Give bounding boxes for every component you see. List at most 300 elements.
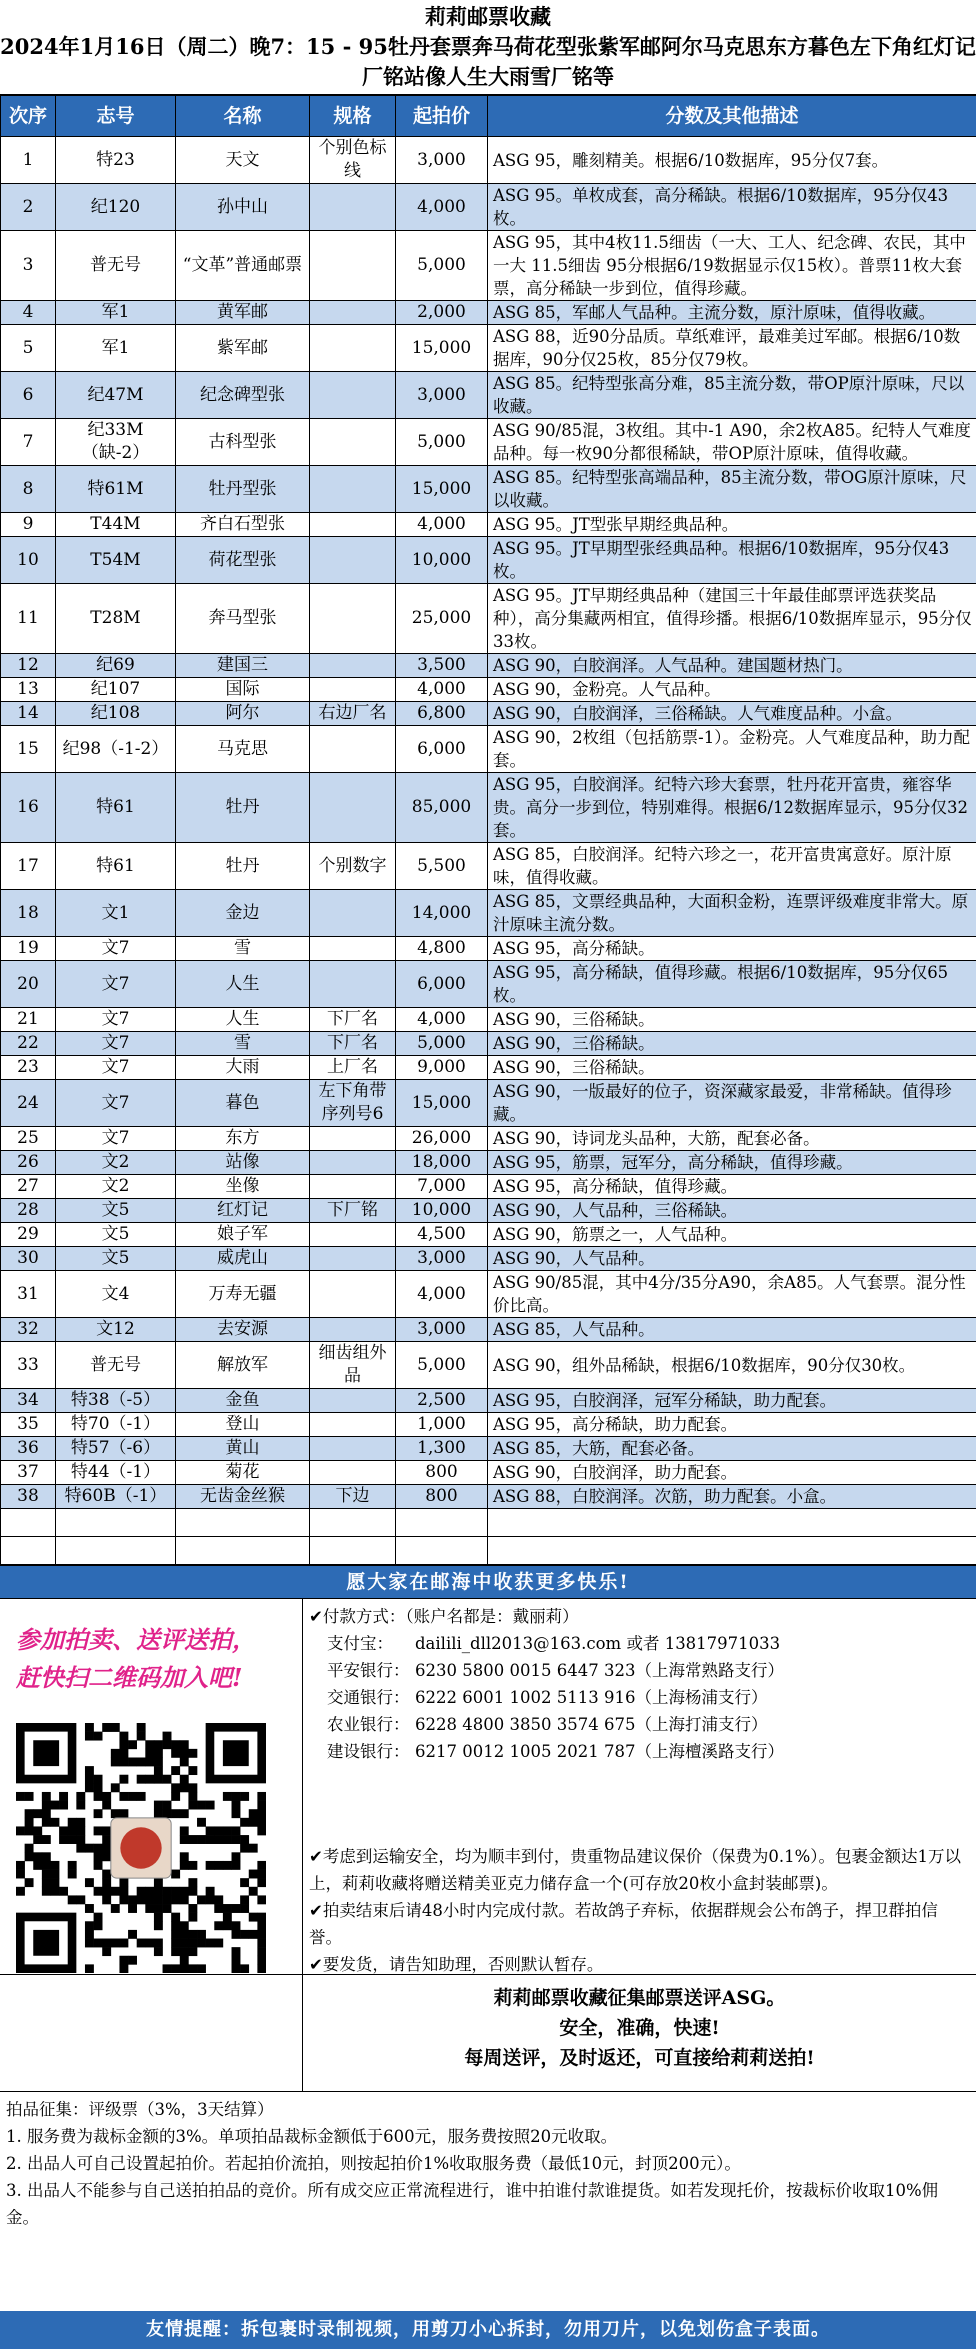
cell-desc: ASG 95，其中4枚11.5细齿（一大、工人、纪念碑、农民，其中一大 11.5细齿 95分根据6/19数据显示仅15枚）。普票11枚大套票，高分稀缺一步到位，值得珍藏。: [488, 231, 976, 301]
slogan-box: [303, 1975, 976, 2092]
cell-desc: ASG 88，白胶润泽。次筋，助力配套。小盒。: [488, 1485, 976, 1509]
cell-desc: ASG 95。单枚成套，高分稀缺。根据6/10数据库，95分仅43枚。: [488, 184, 976, 231]
cell-code: 普无号: [56, 1342, 176, 1389]
table-row: [1, 1056, 976, 1080]
cell-name: 暮色: [176, 1080, 310, 1127]
cell-spec: [310, 1461, 396, 1485]
cell-name: 雪: [176, 937, 310, 961]
payment-title: ✔付款方式：（账户名都是：戴丽莉）: [309, 1607, 579, 1626]
lots-body: [1, 137, 976, 1565]
table-row: [1, 1199, 976, 1223]
rules-title: 拍品征集：评级票（3%，3天结算）: [6, 2100, 274, 2119]
cell-name: 牡丹型张: [176, 466, 310, 513]
note-shipping: ✔考虑到运输安全，均为顺丰到付，贵重物品建议保价（保费为0.1%）。包裹金额达1万以上，莉莉收藏将赠送精美亚克力储存盒一个(可存放20枚小盒封装邮票)。: [309, 1847, 961, 1893]
cell-code: 文2: [56, 1175, 176, 1199]
cell-spec: [310, 1247, 396, 1271]
table-row: [1, 937, 976, 961]
cell-price: 4,500: [396, 1223, 488, 1247]
payment-row: [309, 1738, 976, 1765]
cell-no: 22: [1, 1032, 56, 1056]
cell-desc: ASG 85。纪特型张高分难，85主流分数，带OP原汁原味，尺以收藏。: [488, 372, 976, 419]
cell-desc: ASG 90，一版最好的位子，资深藏家最爱，非常稀缺。值得珍藏。: [488, 1080, 976, 1127]
cell-no: 36: [1, 1437, 56, 1461]
cell-name: 纪念碑型张: [176, 372, 310, 419]
cell-spec: [310, 1151, 396, 1175]
cell-code: 文5: [56, 1199, 176, 1223]
payment-value: 6222 6001 1002 5113 916（上海杨浦支行）: [415, 1688, 768, 1707]
cell-no: 27: [1, 1175, 56, 1199]
cell-price: 2,500: [396, 1389, 488, 1413]
table-row: [1, 1032, 976, 1056]
cell-spec: [310, 184, 396, 231]
cell-no: 23: [1, 1056, 56, 1080]
table-row: [1, 137, 976, 184]
cell-price: 15,000: [396, 466, 488, 513]
payment-label: 农业银行：: [327, 1715, 410, 1734]
cell-spec: 下厂名: [310, 1008, 396, 1032]
cell-name: 古科型张: [176, 419, 310, 466]
table-row: [1, 890, 976, 937]
cell-desc: ASG 85，人气品种。: [488, 1318, 976, 1342]
cell-code: T44M: [56, 513, 176, 537]
cell-empty: [310, 1509, 396, 1537]
cell-no: 13: [1, 678, 56, 702]
cell-code: 文7: [56, 1080, 176, 1127]
cell-spec: [310, 1223, 396, 1247]
cell-price: 3,500: [396, 654, 488, 678]
cell-spec: [310, 372, 396, 419]
payment-value: 6230 5800 0015 6447 323（上海常熟路支行）: [415, 1661, 784, 1680]
cell-code: 特60B（-1）: [56, 1485, 176, 1509]
cell-no: 1: [1, 137, 56, 184]
slogan-section: [0, 1975, 976, 2092]
cell-code: T54M: [56, 537, 176, 584]
cell-code: 特61: [56, 843, 176, 890]
col-header-code: 志号: [56, 96, 176, 137]
cell-desc: ASG 85，大筋，配套必备。: [488, 1437, 976, 1461]
payment-row: [309, 1684, 976, 1711]
promo-line-2: 赶快扫二维码加入吧!: [16, 1663, 243, 1692]
cell-empty: [396, 1537, 488, 1565]
cell-desc: ASG 85，军邮人气品种。主流分数，原汁原味，值得收藏。: [488, 301, 976, 325]
table-header-row: [1, 96, 976, 137]
cell-code: 特23: [56, 137, 176, 184]
promo-panel: [0, 1599, 303, 1974]
table-row-empty: [1, 1537, 976, 1565]
cell-no: 31: [1, 1271, 56, 1318]
cell-desc: ASG 90，白胶润泽。人气品种。建国题材热门。: [488, 654, 976, 678]
table-row: [1, 184, 976, 231]
lots-table: [0, 95, 976, 1565]
cell-spec: [310, 1175, 396, 1199]
cell-no: 3: [1, 231, 56, 301]
cell-price: 7,000: [396, 1175, 488, 1199]
cell-spec: [310, 1413, 396, 1437]
table-row: [1, 231, 976, 301]
table-row: [1, 1485, 976, 1509]
cell-spec: 下厂名: [310, 1032, 396, 1056]
cell-desc: ASG 95。JT早期经典品种（建国三十年最佳邮票评选获奖品种），高分集藏两相宜，值得珍播。根据6/10数据库显示，95分仅33枚。: [488, 584, 976, 654]
cell-code: T28M: [56, 584, 176, 654]
cell-code: 纪69: [56, 654, 176, 678]
cell-empty: [56, 1537, 176, 1565]
cell-name: 威虎山: [176, 1247, 310, 1271]
cell-code: 纪120: [56, 184, 176, 231]
cell-price: 5,500: [396, 843, 488, 890]
cell-price: 6,000: [396, 961, 488, 1008]
cell-no: 28: [1, 1199, 56, 1223]
cell-spec: 上厂名: [310, 1056, 396, 1080]
cell-price: 4,000: [396, 678, 488, 702]
payment-row: [309, 1657, 976, 1684]
payment-label: 支付宝：: [327, 1634, 393, 1653]
col-header-price: 起拍价: [396, 96, 488, 137]
cell-spec: 左下角带序列号6: [310, 1080, 396, 1127]
cell-no: 25: [1, 1127, 56, 1151]
cell-code: 文4: [56, 1271, 176, 1318]
cell-name: 紫军邮: [176, 325, 310, 372]
cell-spec: [310, 773, 396, 843]
cell-no: 35: [1, 1413, 56, 1437]
cell-name: 无齿金丝猴: [176, 1485, 310, 1509]
cell-spec: [310, 1318, 396, 1342]
table-row: [1, 466, 976, 513]
cell-name: 齐白石型张: [176, 513, 310, 537]
cell-spec: [310, 325, 396, 372]
cell-spec: 下厂铭: [310, 1199, 396, 1223]
cell-desc: ASG 90，金粉亮。人气品种。: [488, 678, 976, 702]
cell-no: 6: [1, 372, 56, 419]
cell-desc: ASG 95，高分稀缺，助力配套。: [488, 1413, 976, 1437]
cell-price: 800: [396, 1485, 488, 1509]
cell-no: 11: [1, 584, 56, 654]
cell-no: 33: [1, 1342, 56, 1389]
cell-desc: ASG 95，高分稀缺，值得珍藏。: [488, 1175, 976, 1199]
cell-code: 文7: [56, 1127, 176, 1151]
cell-desc: ASG 88，近90分品质。草纸难评，最难美过军邮。根据6/10数据库，90分仅25枚，85分仅79枚。: [488, 325, 976, 372]
cell-price: 10,000: [396, 537, 488, 584]
cell-empty: [176, 1537, 310, 1565]
table-row: [1, 584, 976, 654]
col-header-no: 次序: [1, 96, 56, 137]
cell-name: 奔马型张: [176, 584, 310, 654]
slogan-line-3: 每周送评，及时返还，可直接给莉莉送拍!: [464, 2047, 815, 2069]
table-row: [1, 372, 976, 419]
cell-no: 17: [1, 843, 56, 890]
cell-spec: [310, 678, 396, 702]
cell-price: 3,000: [396, 372, 488, 419]
cell-desc: ASG 95，高分稀缺。: [488, 937, 976, 961]
rule-1: 1. 服务费为裁标金额的3%。单项拍品裁标金额低于600元，服务费按照20元收取。: [6, 2127, 618, 2146]
payment-value: dailili_dll2013@163.com 或者 13817971033: [415, 1634, 781, 1653]
cell-price: 18,000: [396, 1151, 488, 1175]
table-row: [1, 678, 976, 702]
table-row: [1, 1342, 976, 1389]
cell-price: 4,000: [396, 1008, 488, 1032]
cell-name: 牡丹: [176, 843, 310, 890]
cell-no: 30: [1, 1247, 56, 1271]
cell-no: 12: [1, 654, 56, 678]
cell-code: 纪108: [56, 702, 176, 726]
cell-price: 1,300: [396, 1437, 488, 1461]
cell-code: 军1: [56, 325, 176, 372]
cell-code: 纪107: [56, 678, 176, 702]
cell-price: 2,000: [396, 301, 488, 325]
cell-price: 4,000: [396, 184, 488, 231]
cell-desc: ASG 90，诗词龙头品种，大筋，配套必备。: [488, 1127, 976, 1151]
table-row: [1, 1271, 976, 1318]
cell-no: 21: [1, 1008, 56, 1032]
wish-banner: 愿大家在邮海中收获更多快乐!: [0, 1565, 976, 1599]
cell-name: 解放军: [176, 1342, 310, 1389]
cell-spec: [310, 231, 396, 301]
cell-no: 32: [1, 1318, 56, 1342]
cell-no: 19: [1, 937, 56, 961]
promo-text: [0, 1599, 302, 1697]
cell-desc: ASG 90，人气品种，三俗稀缺。: [488, 1199, 976, 1223]
footer-reminder: 友情提醒：拆包裹时录制视频，用剪刀小心拆封，勿用刀片，以免划伤盒子表面。: [0, 2311, 976, 2349]
cell-name: 马克思: [176, 726, 310, 773]
cell-no: 14: [1, 702, 56, 726]
cell-spec: [310, 466, 396, 513]
cell-name: 红灯记: [176, 1199, 310, 1223]
payment-label: 平安银行：: [327, 1661, 410, 1680]
cell-name: 坐像: [176, 1175, 310, 1199]
table-row: [1, 1175, 976, 1199]
cell-price: 4,000: [396, 513, 488, 537]
cell-code: 文7: [56, 1056, 176, 1080]
cell-spec: 细齿组外品: [310, 1342, 396, 1389]
cell-spec: [310, 1437, 396, 1461]
payment-label: 建设银行：: [327, 1742, 410, 1761]
cell-price: 6,800: [396, 702, 488, 726]
cell-desc: ASG 90/85混，3枚组。其中-1 A90，余2枚A85。纪特人气难度品种。每一枚90分都很稀缺，带OP原汁原味，值得收藏。: [488, 419, 976, 466]
cell-price: 3,000: [396, 1247, 488, 1271]
cell-name: 荷花型张: [176, 537, 310, 584]
cell-desc: ASG 90/85混，其中4分/35分A90，余A85。人气套票。混分性价比高。: [488, 1271, 976, 1318]
cell-spec: [310, 584, 396, 654]
note-delivery: ✔要发货，请告知助理，否则默认暂存。: [309, 1955, 604, 1974]
table-row: [1, 1080, 976, 1127]
cell-no: 18: [1, 890, 56, 937]
cell-price: 6,000: [396, 726, 488, 773]
cell-name: 雪: [176, 1032, 310, 1056]
table-row-empty: [1, 1509, 976, 1537]
cell-desc: ASG 95，白胶润泽，冠军分稀缺，助力配套。: [488, 1389, 976, 1413]
cell-price: 10,000: [396, 1199, 488, 1223]
cell-empty: [176, 1509, 310, 1537]
cell-no: 9: [1, 513, 56, 537]
cell-price: 4,000: [396, 1271, 488, 1318]
cell-no: 24: [1, 1080, 56, 1127]
cell-no: 2: [1, 184, 56, 231]
table-row: [1, 1461, 976, 1485]
cell-spec: [310, 537, 396, 584]
col-header-spec: 规格: [310, 96, 396, 137]
cell-desc: ASG 95，筋票，冠军分，高分稀缺，值得珍藏。: [488, 1151, 976, 1175]
cell-code: 文12: [56, 1318, 176, 1342]
cell-price: 9,000: [396, 1056, 488, 1080]
cell-spec: [310, 419, 396, 466]
cell-spec: 右边厂名: [310, 702, 396, 726]
cell-no: 7: [1, 419, 56, 466]
cell-spec: [310, 890, 396, 937]
table-row: [1, 537, 976, 584]
cell-desc: ASG 95。JT型张早期经典品种。: [488, 513, 976, 537]
cell-no: 8: [1, 466, 56, 513]
cell-code: 文2: [56, 1151, 176, 1175]
cell-spec: 个别色标线: [310, 137, 396, 184]
cell-price: 3,000: [396, 1318, 488, 1342]
cell-name: 登山: [176, 1413, 310, 1437]
cell-no: 16: [1, 773, 56, 843]
table-row: [1, 654, 976, 678]
cell-no: 10: [1, 537, 56, 584]
cell-price: 800: [396, 1461, 488, 1485]
slogan-line-2: 安全，准确，快速!: [559, 2017, 720, 2039]
cell-empty: [310, 1537, 396, 1565]
payment-row: [309, 1711, 976, 1738]
cell-code: 特61: [56, 773, 176, 843]
table-row: [1, 513, 976, 537]
cell-name: 建国三: [176, 654, 310, 678]
table-row: [1, 301, 976, 325]
cell-no: 37: [1, 1461, 56, 1485]
cell-no: 5: [1, 325, 56, 372]
table-row: [1, 419, 976, 466]
payment-value: 6228 4800 3850 3574 675（上海打浦支行）: [415, 1715, 768, 1734]
cell-name: 孙中山: [176, 184, 310, 231]
cell-name: “文革”普通邮票: [176, 231, 310, 301]
cell-code: 文7: [56, 1032, 176, 1056]
slogan-line-1: 莉莉邮票收藏征集邮票送评ASG。: [493, 1987, 786, 2009]
payment-row: [309, 1630, 976, 1657]
cell-empty: [1, 1537, 56, 1565]
cell-name: 阿尔: [176, 702, 310, 726]
cell-desc: ASG 95，高分稀缺，值得珍藏。根据6/10数据库，95分仅65枚。: [488, 961, 976, 1008]
cell-price: 25,000: [396, 584, 488, 654]
cell-desc: ASG 90，三俗稀缺。: [488, 1056, 976, 1080]
cell-empty: [396, 1509, 488, 1537]
promo-line-1: 参加拍卖、送评送拍，: [16, 1625, 256, 1654]
cell-name: 国际: [176, 678, 310, 702]
slogan-spacer: [0, 1975, 303, 2092]
cell-name: 娘子军: [176, 1223, 310, 1247]
rule-2: 2. 出品人可自己设置起拍价。若起拍价流拍，则按起拍价1%收取服务费（最低10元，封顶200元）。: [6, 2154, 741, 2173]
cell-code: 特44（-1）: [56, 1461, 176, 1485]
cell-price: 14,000: [396, 890, 488, 937]
col-header-name: 名称: [176, 96, 310, 137]
table-row: [1, 702, 976, 726]
cell-code: 文1: [56, 890, 176, 937]
cell-empty: [1, 1509, 56, 1537]
cell-code: 特61M: [56, 466, 176, 513]
table-row: [1, 1413, 976, 1437]
col-header-desc: 分数及其他描述: [488, 96, 976, 137]
cell-spec: [310, 654, 396, 678]
cell-price: 3,000: [396, 137, 488, 184]
auction-rules: [0, 2092, 976, 2227]
cell-name: 菊花: [176, 1461, 310, 1485]
cell-code: 普无号: [56, 231, 176, 301]
cell-name: 人生: [176, 961, 310, 1008]
cell-no: 34: [1, 1389, 56, 1413]
cell-name: 牡丹: [176, 773, 310, 843]
cell-desc: ASG 85，文票经典品种，大面积金粉，连票评级难度非常大。原汁原味主流分数。: [488, 890, 976, 937]
cell-code: 文5: [56, 1247, 176, 1271]
cell-code: 纪33M（缺-2）: [56, 419, 176, 466]
cell-code: 军1: [56, 301, 176, 325]
table-row: [1, 1247, 976, 1271]
cell-no: 26: [1, 1151, 56, 1175]
table-row: [1, 1389, 976, 1413]
cell-desc: ASG 85，白胶润泽。纪特六珍之一，花开富贵寓意好。原汁原味，值得收藏。: [488, 843, 976, 890]
cell-spec: 下边: [310, 1485, 396, 1509]
cell-empty: [488, 1509, 976, 1537]
cell-spec: 个别数字: [310, 843, 396, 890]
cell-code: 纪98（-1-2）: [56, 726, 176, 773]
cell-spec: [310, 1271, 396, 1318]
note-payment: ✔拍卖结束后请48小时内完成付款。若故鸽子弃标，依据群规会公布鸽子，捍卫群拍信誉。: [309, 1901, 938, 1947]
table-row: [1, 1437, 976, 1461]
cell-spec: [310, 937, 396, 961]
cell-name: 黄军邮: [176, 301, 310, 325]
payment-methods: [303, 1599, 976, 1843]
cell-desc: ASG 90，筋票之一，人气品种。: [488, 1223, 976, 1247]
cell-desc: ASG 90，三俗稀缺。: [488, 1008, 976, 1032]
table-row: [1, 1318, 976, 1342]
cell-name: 大雨: [176, 1056, 310, 1080]
cell-desc: ASG 95。JT早期型张经典品种。根据6/10数据库，95分仅43枚。: [488, 537, 976, 584]
cell-no: 38: [1, 1485, 56, 1509]
cell-code: 文5: [56, 1223, 176, 1247]
cell-empty: [488, 1537, 976, 1565]
cell-price: 26,000: [396, 1127, 488, 1151]
header: [0, 0, 976, 95]
page-subtitle: 2024年1月16日（周二）晚7：15 - 95牡丹套票奔马荷花型张紫军邮阿尔马克思东方暮色左下角红灯记厂铭站像人生大雨雪厂铭等: [0, 34, 976, 89]
cell-desc: ASG 95，白胶润泽。纪特六珍大套票，牡丹花开富贵，雍容华贵。高分一步到位，特别难得。根据6/12数据库显示，95分仅32套。: [488, 773, 976, 843]
cell-name: 金边: [176, 890, 310, 937]
payment-value: 6217 0012 1005 2021 787（上海檀溪路支行）: [415, 1742, 784, 1761]
cell-price: 1,000: [396, 1413, 488, 1437]
payment-panel: [303, 1599, 976, 1974]
payment-label: 交通银行：: [327, 1688, 410, 1707]
cell-code: 特38（-5）: [56, 1389, 176, 1413]
cell-desc: ASG 95，雕刻精美。根据6/10数据库，95分仅7套。: [488, 137, 976, 184]
cell-price: 15,000: [396, 325, 488, 372]
cell-name: 站像: [176, 1151, 310, 1175]
table-row: [1, 1151, 976, 1175]
cell-name: 黄山: [176, 1437, 310, 1461]
shipping-notes: [303, 1843, 976, 1978]
cell-price: 5,000: [396, 1032, 488, 1056]
qr-code-icon[interactable]: [16, 1723, 266, 1973]
cell-price: 5,000: [396, 231, 488, 301]
cell-name: 万寿无疆: [176, 1271, 310, 1318]
rule-3: 3. 出品人不能参与自己送拍拍品的竞价。所有成交应正常流程进行，谁中拍谁付款谁提货。如若发现托价，按裁标价收取10%佣金。: [6, 2181, 939, 2227]
cell-desc: ASG 90，组外品稀缺，根据6/10数据库，90分仅30枚。: [488, 1342, 976, 1389]
cell-code: 文7: [56, 937, 176, 961]
table-row: [1, 726, 976, 773]
cell-name: 金鱼: [176, 1389, 310, 1413]
cell-code: 特57（-6）: [56, 1437, 176, 1461]
contact-section: [0, 1599, 976, 1975]
table-row: [1, 1223, 976, 1247]
cell-empty: [56, 1509, 176, 1537]
table-row: [1, 1127, 976, 1151]
cell-name: 天文: [176, 137, 310, 184]
cell-no: 15: [1, 726, 56, 773]
